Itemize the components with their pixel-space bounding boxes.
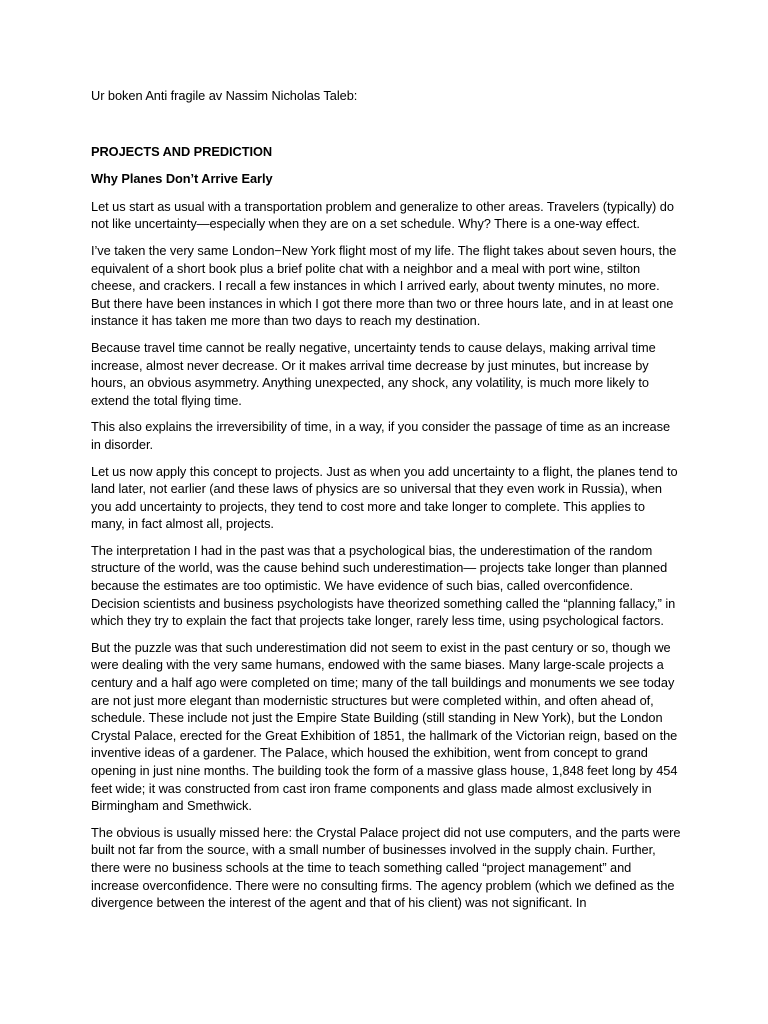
paragraph: I’ve taken the very same London−New York flight most of my life. The flight takes about seven hours, the equivalent of a short book plus a brief polite chat with a neighbor and a meal with port wine, stilton cheese, and crackers. I recall a few instances in which I arrived early, about twenty minutes, no more. But there have been instances in which I got there more than two or three hours late, and in at least one instance it has taken me more than two days to reach my destination. — [91, 242, 677, 329]
paragraph: But the puzzle was that such underestimation did not seem to exist in the past century or so, though we were dealing with the very same humans, endowed with the same biases. Many large-scale projects a century and a half ago were completed on time; many of the tall buildings and monuments we see today are not just more elegant than modernistic structures but were completed within, and often ahead of, schedule. These include not just the Empire State Building (still standing in New York), but the London Crystal Palace, erected for the Great Exhibition of 1851, the hallmark of the Victorian reign, based on the inventive ideas of a gardener. The Palace, which housed the exhibition, went from concept to grand opening in just nine months. The building took the form of a massive glass house, 1,848 feet long by 454 feet wide; it was constructed from cast iron frame components and glass made almost exclusively in Birmingham and Smethwick. — [91, 639, 678, 814]
paragraph: The interpretation I had in the past was that a psychological bias, the underestimation of the random structure of the world, was the cause behind such underestimation— projects take longer than planned because the estimates are too optimistic. We have evidence of such bias, called overconfidence. Decision scientists and business psychologists have theorized something called the “planning fallacy,” in which they try to explain the fact that projects take longer, rarely less time, using psychological factors. — [91, 542, 676, 629]
subtitle: Why Planes Don’t Arrive Early — [91, 171, 273, 187]
paragraph: Because travel time cannot be really negative, uncertainty tends to cause delays, making arrival time increase, almost never decrease. Or it makes arrival time decrease by just minutes, but increase by hours, an obvious asymmetry. Anything unexpected, any shock, any volatility, is much more likely to extend the total flying time. — [91, 339, 656, 408]
paragraph: Let us now apply this concept to projects. Just as when you add uncertainty to a flight, the planes tend to land later, not earlier (and these laws of physics are so universal that they even work in Russia), when you add uncertainty to projects, they tend to cost more and take longer to complete. This applies to many, in fact almost all, projects. — [91, 463, 678, 532]
paragraph: Let us start as usual with a transportation problem and generalize to other areas. Travelers (typically) do not like uncertainty—especially when they are on a set schedule. Why? There is a one-way effect. — [91, 198, 674, 232]
paragraph: This also explains the irreversibility of time, in a way, if you consider the passage of time as an increase in disorder. — [91, 419, 671, 452]
section-title: PROJECTS AND PREDICTION — [91, 143, 273, 159]
intro-line: Ur boken Anti fragile av Nassim Nicholas Taleb: — [91, 88, 358, 103]
paragraph: The obvious is usually missed here: the Crystal Palace project did not use computers, and the parts were built not far from the source, with a small number of businesses involved in the supply chain. Further, there were no business schools at the time to teach something called “project management” and increase overconfidence. There were no consulting firms. The agency problem (which we defined as the divergence between the interest of the agent and that of his client) was not significant. In — [91, 824, 681, 911]
document-page — [91, 87, 681, 921]
